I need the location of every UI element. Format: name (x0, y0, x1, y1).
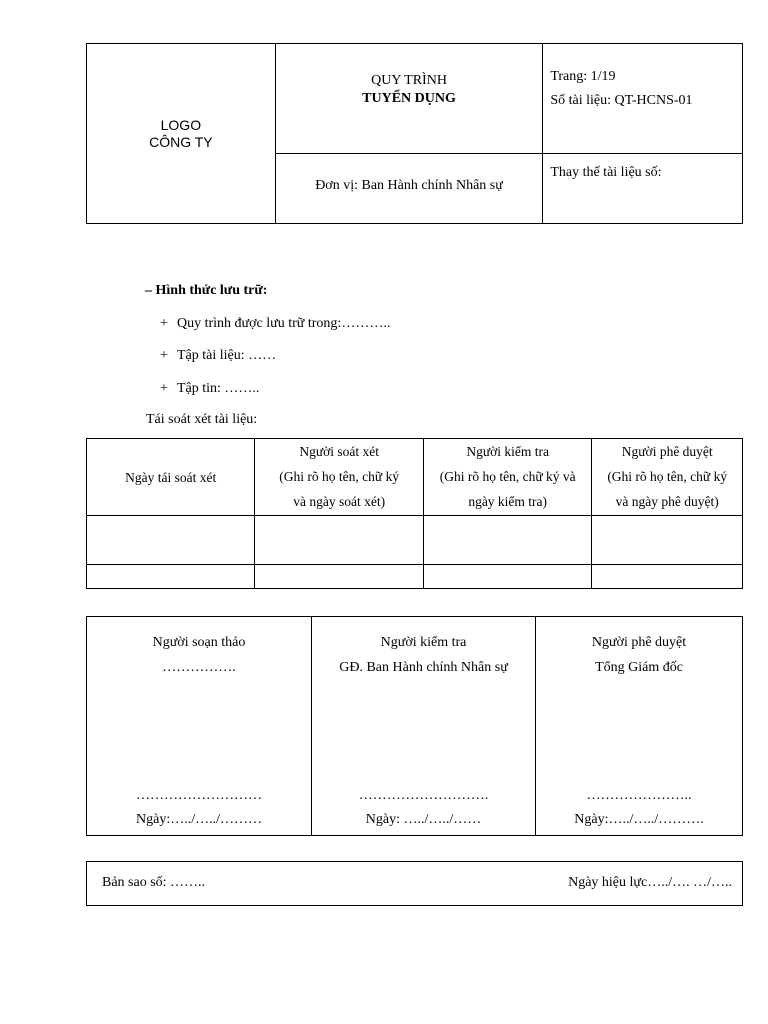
bullet-plus: + (160, 381, 168, 396)
review-header-date: Ngày tái soát xét (87, 439, 255, 516)
storage-item (160, 348, 276, 364)
review-table (86, 438, 743, 589)
unit-label: Đơn vị: Ban Hành chính Nhân sự (315, 178, 503, 193)
document-header (86, 43, 743, 224)
signature-title: Người soạn thảo (152, 635, 246, 650)
logo-line-1: LOGO (160, 116, 202, 133)
signature-name-line: ……………………… (136, 788, 262, 803)
review-header-reviewer: Người soát xét (Ghi rõ họ tên, chữ ký và ngày soát xét) (255, 439, 423, 516)
document-title: TUYỂN DỤNG (362, 91, 456, 106)
signature-title: Người kiểm tra (380, 635, 467, 650)
effective-date: Ngày hiệu lực…../…. …/….. (568, 875, 732, 890)
review-cell[interactable] (255, 565, 423, 589)
signature-date: Ngày: …../…../…… (365, 812, 482, 827)
storage-item-text: Tập tài liệu: …… (177, 348, 277, 363)
bullet-plus: + (160, 316, 168, 331)
signature-title: Người phê duyệt (591, 635, 687, 650)
page-number: Trang: 1/19 (550, 69, 616, 84)
signature-date: Ngày:…../…../………. (574, 812, 704, 827)
signature-table (86, 616, 743, 836)
unit-cell (275, 154, 543, 224)
logo-line-2: CÔNG TY (149, 133, 213, 150)
review-cell[interactable] (592, 516, 743, 565)
review-header-approver: Người phê duyệt (Ghi rõ họ tên, chữ ký và ngày phê duyệt) (592, 439, 743, 516)
review-cell[interactable] (423, 565, 591, 589)
signature-name-line: ………………………. (358, 788, 489, 803)
signature-subtitle: ……………. (162, 660, 236, 675)
replace-label: Thay thế tài liệu số: (550, 165, 662, 180)
storage-item (160, 381, 259, 397)
signature-drafter (87, 617, 312, 836)
review-cell[interactable] (423, 516, 591, 565)
signature-date: Ngày:…../…../……… (136, 812, 262, 827)
replace-cell (543, 154, 743, 224)
signature-checker (312, 617, 536, 836)
document-number: Số tài liệu: QT-HCNS-01 (550, 93, 693, 108)
company-logo-placeholder (87, 44, 276, 224)
table-row (87, 516, 743, 565)
review-cell[interactable] (255, 516, 423, 565)
signature-name-line: ………………….. (586, 788, 692, 803)
storage-heading: – Hình thức lưu trữ: (145, 283, 268, 298)
table-row (87, 565, 743, 589)
review-cell[interactable] (87, 516, 255, 565)
bullet-plus: + (160, 348, 168, 363)
review-cell[interactable] (592, 565, 743, 589)
document-title-cell (275, 44, 543, 154)
review-cell[interactable] (87, 565, 255, 589)
signature-subtitle: Tổng Giám đốc (595, 660, 683, 675)
copy-number: Bản sao số: …….. (102, 875, 206, 890)
document-meta-cell (543, 44, 743, 154)
signature-approver (536, 617, 743, 836)
review-header-checker: Người kiểm tra (Ghi rõ họ tên, chữ ký và ngày kiểm tra) (423, 439, 591, 516)
document-type: QUY TRÌNH (371, 73, 447, 88)
review-label: Tái soát xét tài liệu: (146, 412, 258, 427)
footer-box (86, 861, 743, 906)
signature-subtitle: GĐ. Ban Hành chính Nhân sự (339, 660, 508, 675)
storage-item-text: Tập tin: …….. (177, 381, 260, 396)
storage-item (160, 316, 390, 332)
storage-item-text: Quy trình được lưu trữ trong:……….. (177, 316, 391, 331)
